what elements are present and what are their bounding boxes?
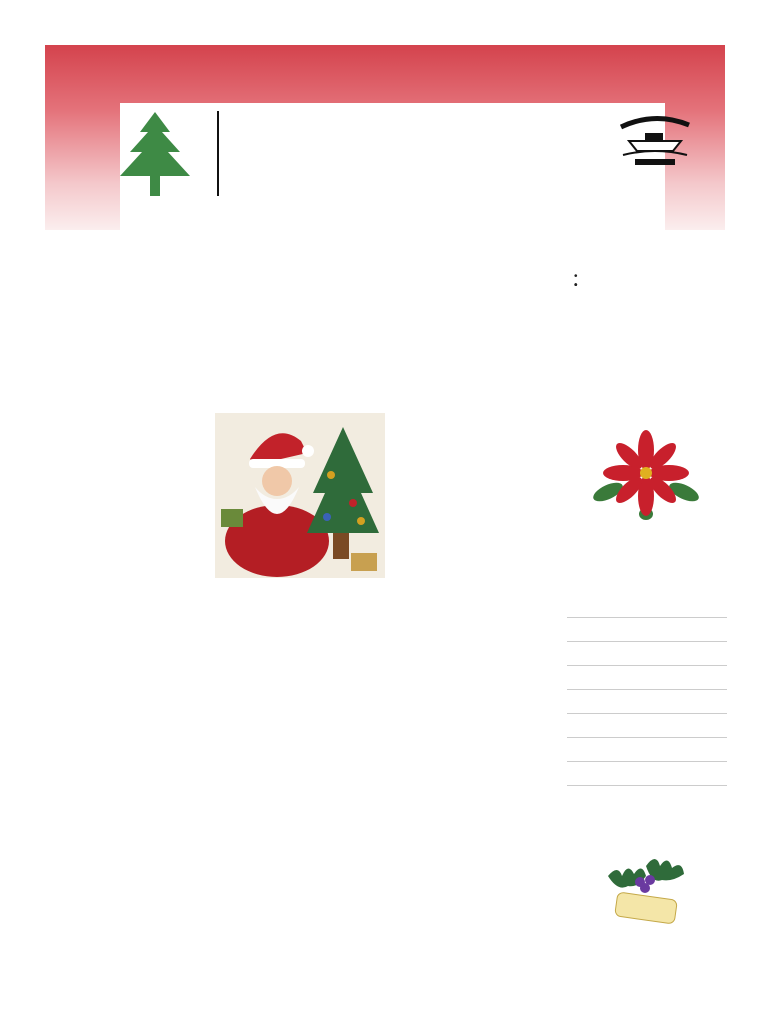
kayak-logo xyxy=(615,111,695,171)
holly-icon xyxy=(598,836,693,931)
toc-row xyxy=(567,738,727,762)
toc-row xyxy=(567,642,727,666)
banquet-col-2-continued xyxy=(228,580,373,588)
tree-row-top xyxy=(45,53,725,93)
newyear-col-3 xyxy=(376,764,533,770)
newyear-col-2 xyxy=(207,764,350,770)
toc-row xyxy=(567,690,727,714)
masthead-divider xyxy=(217,111,219,196)
masthead xyxy=(120,103,665,230)
santa-illustration xyxy=(215,413,385,578)
banquet-col-3 xyxy=(397,306,543,313)
toc-row xyxy=(567,666,727,690)
toc-row xyxy=(567,762,727,786)
points-of-interest-list xyxy=(573,271,728,280)
toc-row xyxy=(567,594,727,618)
table-of-contents xyxy=(567,594,727,786)
toc-row xyxy=(567,714,727,738)
poinsettia-icon xyxy=(590,430,700,520)
toc-row xyxy=(567,618,727,642)
pine-tree-icon xyxy=(110,108,200,203)
header-banner xyxy=(45,45,725,230)
